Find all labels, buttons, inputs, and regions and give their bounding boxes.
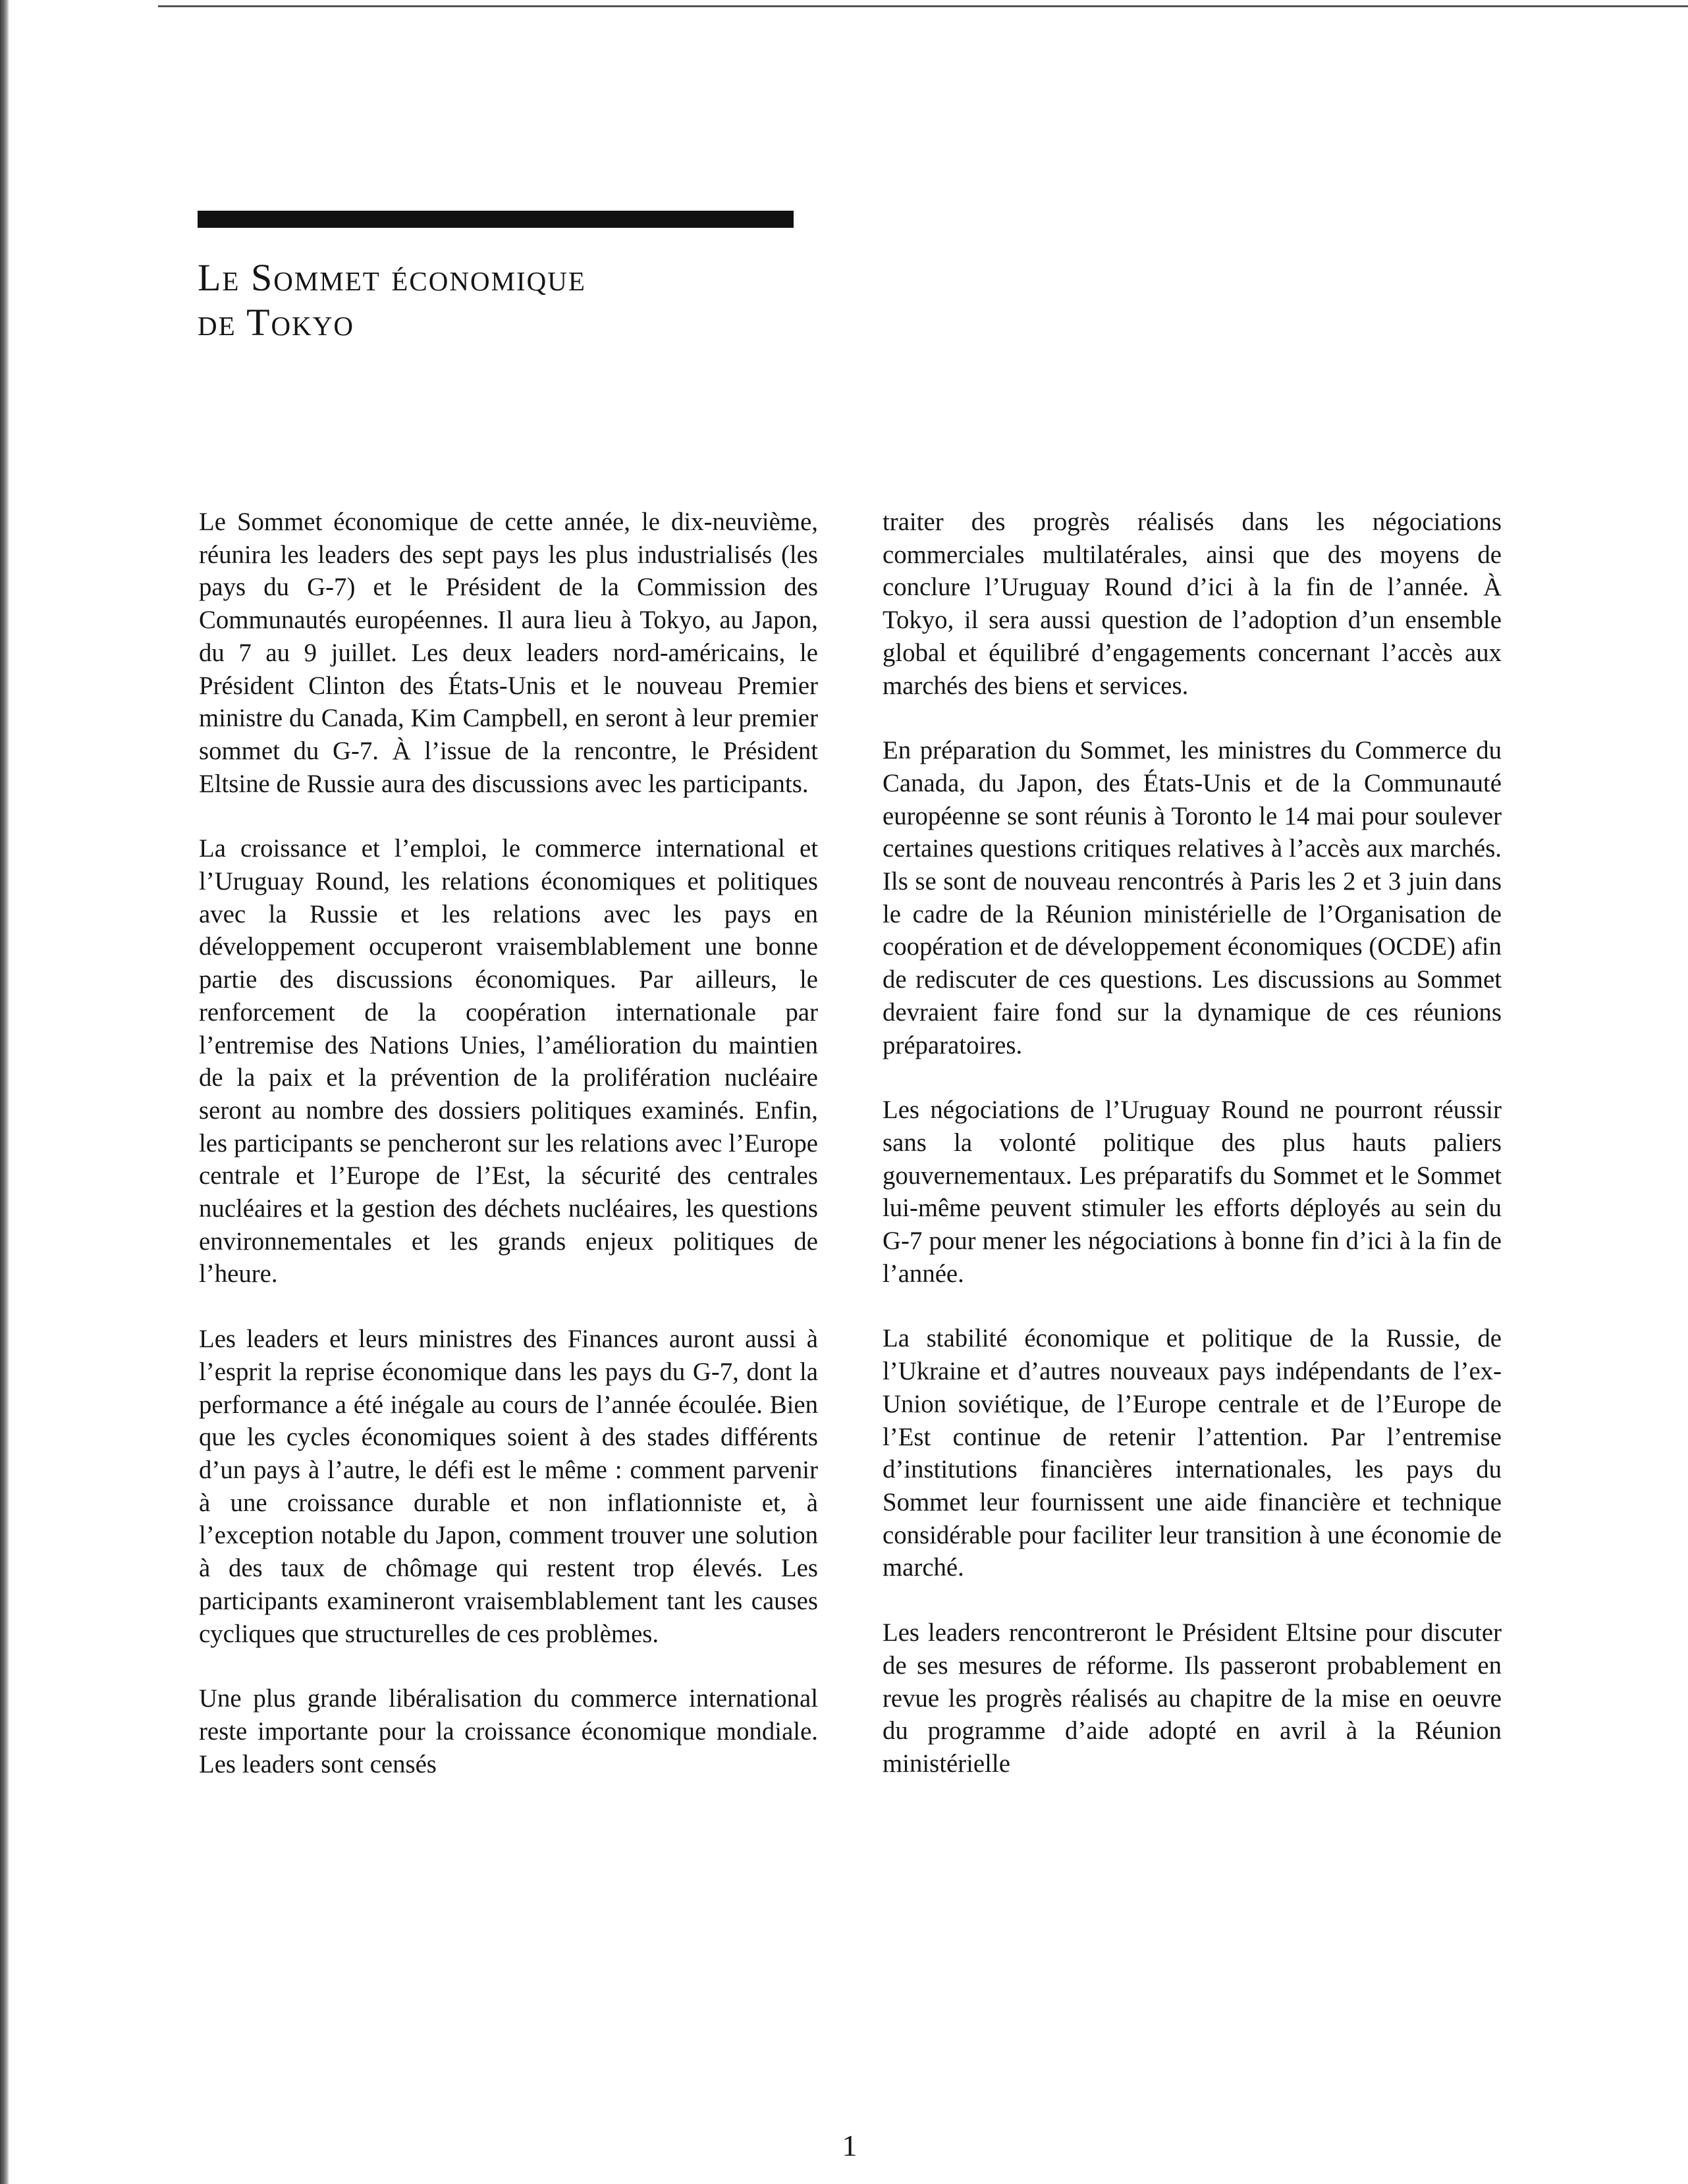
title-rule [198,211,794,228]
left-paragraph-3: Les leaders et leurs ministres des Finances auront aussi à l’esprit la reprise économique dans les pays du G-7, dont la performance a été inégale au cours de l’année écoulée. Bien que les cycles économiques soient à des stades différents d’un pays à l’autre, le défi est le même : comment parvenir à une croissance durable et non inflationniste et, à l’exception notable du Japon, comment trouver une solution à des taux de chômage qui restent trop élevés. Les participants examineront vraisemblablement tant les causes cycliques que structurelles de ces problèmes. [199,1325,818,1648]
page-title-line-2: de Tokyo [198,301,354,344]
scanned-left-edge [0,0,9,2184]
left-paragraph-2: La croissance et l’emploi, le commerce international et l’Uruguay Round, les relations économiques et politiques avec la Russie et les relations avec les pays en développement occuperont vraisemblablement une bonne partie des discussions économiques. Par ailleurs, le renforcement de la coopération internationale par l’entremise des Nations Unies, l’amélioration du maintien de la paix et la prévention de la prolifération nucléaire seront au nombre des dossiers politiques examinés. Enfin, les participants se pencheront sur les relations avec l’Europe centrale et l’Europe de l’Est, la sécurité des centrales nucléaires et la gestion des déchets nucléaires, les questions environnementales et les grands enjeux politiques de l’heure. [199,834,818,1289]
right-paragraph-1: traiter des progrès réalisés dans les négociations commerciales multilatérales, ainsi que des moyens de conclure l’Uruguay Round d’ici à la fin de l’année. À Tokyo, il sera aussi question de l’adoption d’un ensemble global et équilibré d’engagements concernant l’accès aux marchés des biens et services. [883,508,1502,700]
scanned-top-line [158,5,1688,7]
left-text-column [199,506,818,1813]
left-paragraph-1: Le Sommet économique de cette année, le dix-neuvième, réunira les leaders des sept pays les plus industrialisés (les pays du G-7) et le Président de la Commission des Communautés européennes. Il aura lieu à Tokyo, au Japon, du 7 au 9 juillet. Les deux leaders nord-américains, le Président Clinton des États-Unis et le nouveau Premier ministre du Canada, Kim Campbell, en seront à leur premier sommet du G-7. À l’issue de la rencontre, le Président Eltsine de Russie aura des discussions avec les participants. [199,508,818,798]
left-paragraph-4: Une plus grande libéralisation du commerce international reste importante pour la croissance économique mondiale. Les leaders sont censés [199,1684,818,1778]
right-paragraph-2: En préparation du Sommet, les ministres du Commerce du Canada, du Japon, des États-Unis et de la Communauté européenne se sont réunis à Toronto le 14 mai pour soulever certaines questions critiques relatives à l’accès aux marchés. Ils se sont de nouveau rencontrés à Paris les 2 et 3 juin dans le cadre de la Réunion ministérielle de l’Organisation de coopération et de développement économiques (OCDE) afin de rediscuter de ces questions. Les discussions au Sommet devraient faire fond sur la dynamique de ces réunions préparatoires. [883,736,1502,1059]
page-title [198,255,856,345]
right-paragraph-3: Les négociations de l’Uruguay Round ne pourront réussir sans la volonté politique des plus hauts paliers gouvernementaux. Les préparatifs du Sommet et le Sommet lui-même peuvent stimuler les efforts déployés au sein du G-7 pour mener les négociations à bonne fin d’ici à la fin de l’année. [883,1096,1502,1288]
page-number: 1 [842,2129,858,2162]
page-title-line-1: Le Sommet économique [198,256,586,299]
right-text-column [883,506,1502,1813]
right-paragraph-5: Les leaders rencontreront le Président Eltsine pour discuter de ses mesures de réforme. Ils passeront probablement en revue les progrès réalisés au chapitre de la mise en oeuvre du programme d’aide adopté en avril à la Réunion ministérielle [883,1618,1502,1778]
right-paragraph-4: La stabilité économique et politique de la Russie, de l’Ukraine et d’autres nouveaux pays indépendants de l’ex-Union soviétique, de l’Europe centrale et de l’Europe de l’Est continue de retenir l’attention. Par l’entremise d’institutions financières internationales, les pays du Sommet leur fournissent une aide financière et technique considérable pour faciliter leur transition à une économie de marché. [883,1324,1502,1582]
